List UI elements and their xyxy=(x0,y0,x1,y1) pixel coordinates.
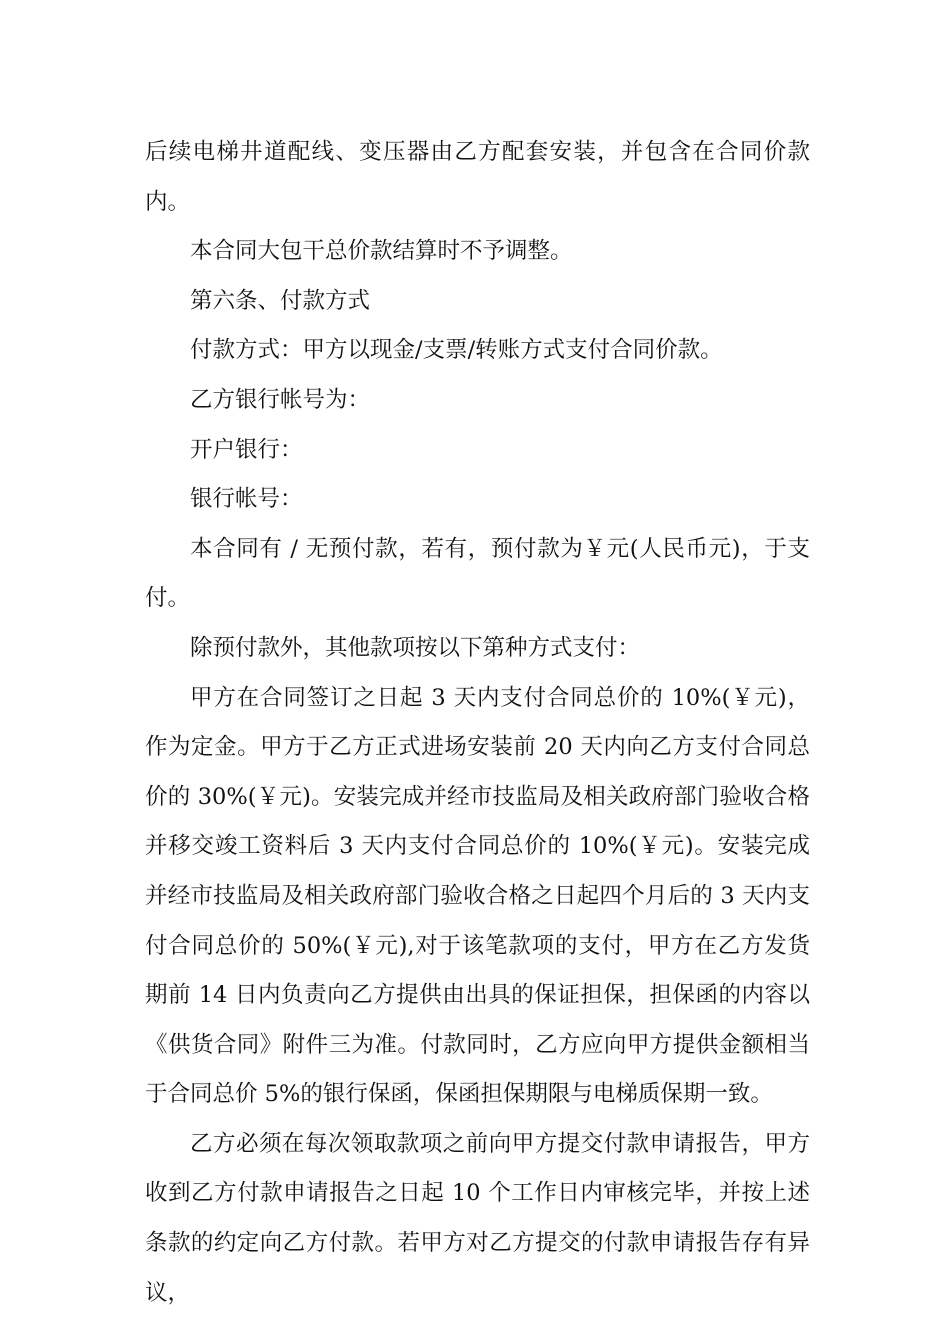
paragraph-installation-scope: 后续电梯井道配线、变压器由乙方配套安装，并包含在合同价款内。 xyxy=(145,139,810,215)
paragraph-payment-schedule: 甲方在合同签订之日起 3 天内支付合同总价的 10%(￥元)，作为定金。甲方于乙方正式进场安装前 20 天内向乙方支付合同总价的 30%(￥元)。安装完成并经市技监局及相关政府部门验收合格并移交竣工资料后 3 天内支付合同总价的 10%(￥元)。安装完成并经市技监局及相关政府部门验收合格之日起四个月后的 3 天内支付合同总价的 50%(￥元),对于该笔款项的支付，甲方在乙方发货期前 14 日内负责向乙方提供由出具的保证担保，担保函的内容以《供货合同》附件三为准。付款同时，乙方应向甲方提供金额相当于合同总价 5%的银行保函，保函担保期限与电梯质保期一致。 xyxy=(145,684,810,1108)
paragraph-bank-account-number: 银行帐号： xyxy=(190,486,303,513)
section-heading-payment-method: 第六条、付款方式 xyxy=(190,287,371,314)
paragraph-bank-name: 开户银行： xyxy=(190,436,303,463)
paragraph-other-payments: 除预付款外，其他款项按以下第种方式支付： xyxy=(190,634,641,661)
document-body xyxy=(145,128,810,1318)
paragraph-payment-application: 乙方必须在每次领取款项之前向甲方提交付款申请报告，甲方收到乙方付款申请报告之日起 10 个工作日内审核完毕，并按上述条款的约定向乙方付款。若甲方对乙方提交的付款申请报告存有异议， xyxy=(145,1130,810,1306)
paragraph-advance-payment: 本合同有 / 无预付款，若有，预付款为￥元(人民币元)，于支付。 xyxy=(145,535,810,612)
paragraph-payment-method: 付款方式：甲方以现金/支票/转账方式支付合同价款。 xyxy=(190,337,723,364)
paragraph-bank-account-intro: 乙方银行帐号为： xyxy=(190,386,371,413)
paragraph-lump-sum-price: 本合同大包干总价款结算时不予调整。 xyxy=(190,238,573,265)
